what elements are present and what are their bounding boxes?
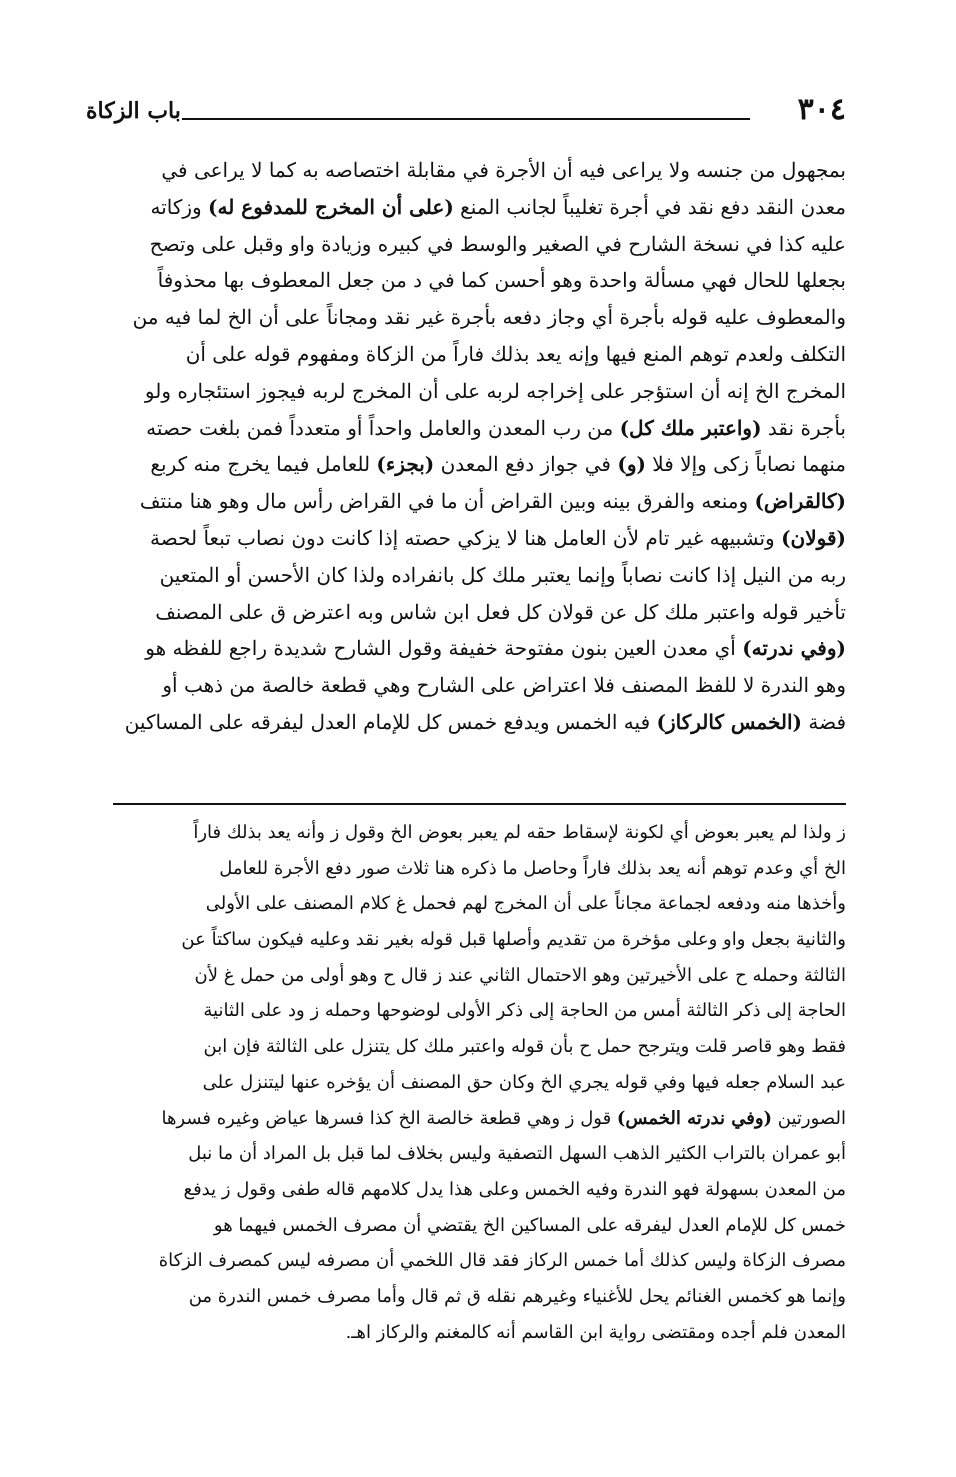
footnote-line: خمس كل للإمام العدل ليفرقه على المساكين الخ يقتضي أن مصرف الخمس فيهما هو bbox=[213, 1214, 846, 1236]
footnote-line: فقط وهو قاصر قلت ويترجح حمل ح بأن قوله واعتبر ملك كل يتنزل على الثالثة فإن ابن bbox=[203, 1036, 846, 1058]
main-text-line: بمجهول من جنسه ولا يراعى فيه أن الأجرة في مقابلة اختصاصه به كما لا يراعى في bbox=[161, 158, 846, 182]
bold-quote: (على أن المخرج للمدفوع له) bbox=[208, 194, 454, 219]
footnote-line: الصورتين (وفي ندرته الخمس) قول ز وهي قطعة خالصة الخ كذا فسرها عياض وغيره فسرها bbox=[161, 1107, 846, 1129]
footnote-line: وأخذها منه ودفعه لجماعة مجاناً على أن المخرج لهم فحمل غ كلام المصنف على الأولى bbox=[205, 893, 846, 915]
main-text-line: عليه كذا في نسخة الشارح في الصغير والوسط في كبيره وزيادة واو وقبل على وتصح bbox=[149, 231, 846, 256]
footnotes-block bbox=[84, 815, 846, 1350]
main-text-line: معدن النقد دفع نقد في أجرة تغليباً لجانب المنع (على أن المخرج للمدفوع له) وزكاته bbox=[150, 194, 846, 219]
footnote-line: ز ولذا لم يعبر بعوض أي لكونة لإسقاط حقه لم يعبر بعوض الخ وقول ز وأنه يعد بذلك فاراً bbox=[193, 822, 846, 843]
main-text-line: فضة (الخمس كالركاز) فيه الخمس ويدفع خمس كل للإمام العدل ليفرقه على المساكين bbox=[124, 709, 846, 734]
main-text-line: بجعلها للحال فهي مسألة واحدة وهو أحسن كما في د من جعل المعطوف بها محذوفاً bbox=[157, 268, 846, 293]
main-text-line: التكلف ولعدم توهم المنع فيها وإنه يعد بذلك فاراً من الزكاة ومفهوم قوله على أن bbox=[185, 341, 846, 366]
bold-quote: (كالقراض) bbox=[754, 489, 846, 514]
footnote-line: وإنما هو كخمس الغنائم يحل للأغنياء وغيرهم نقله ق ثم قال وأما مصرف خمس الندرة من bbox=[188, 1285, 846, 1307]
footnote-line: الثالثة وحمله ح على الأخيرتين وهو الاحتمال الثاني عند ز قال ح وهو أولى من حمل غ لأن bbox=[194, 964, 846, 986]
main-text-line: والمعطوف عليه قوله بأجرة أي وجاز دفعه بأجرة غير نقد ومجاناً على أن الخ لما فيه من bbox=[132, 305, 846, 330]
footnote-line: مصرف الزكاة وليس كذلك أما خمس الركاز فقد قال اللخمي أن مصرفه ليس كمصرف الزكاة bbox=[158, 1250, 846, 1272]
bold-quote: (وفي ندرته الخمس) bbox=[616, 1107, 773, 1129]
footnote-line: الخ أي وعدم توهم أنه يعد بذلك فاراً وحاصل ما ذكره هنا ثلاث صور دفع الأجرة للعامل bbox=[219, 857, 846, 879]
bold-quote: (قولان) bbox=[781, 525, 846, 550]
page-number: ٣٠٤ bbox=[797, 92, 846, 127]
bold-quote: (و) bbox=[617, 452, 646, 477]
main-text-line: ربه من النيل إذا كانت نصاباً وإنما يعتبر ملك كل بانفراده ولذا كان الأحسن أو المتعين bbox=[159, 562, 846, 587]
main-text-line: منهما نصاباً زكى وإلا فلا (و) في جواز دفع المعدن (بجزء) للعامل فيما يخرج منه كربع bbox=[150, 452, 846, 477]
bold-quote: (وفي ندرته) bbox=[742, 636, 846, 661]
footnote-line: والثانية بجعل واو وعلى مؤخرة من تقديم وأصلها قبل قوله بغير نقد وعليه فيكون ساكتاً عن bbox=[181, 929, 846, 951]
main-text-line: (وفي ندرته) أي معدن العين بنون مفتوحة خفيفة وقول الشارح شديدة راجع للفظه هو bbox=[145, 636, 846, 661]
bold-quote: (بجزء) bbox=[376, 452, 435, 477]
footnote-separator bbox=[113, 803, 846, 805]
page-header bbox=[86, 92, 846, 132]
main-text-line: (كالقراض) ومنعه والفرق بينه وبين القراض أن ما في القراض رأس مال وهو هنا منتف bbox=[139, 489, 846, 514]
main-text-line: تأخير قوله واعتبر ملك كل عن قولان كل فعل ابن شاس وبه اعترض ق على المصنف bbox=[155, 599, 846, 624]
footnote-line: أبو عمران بالتراب الكثير الذهب السهل التصفية وليس بخلاف لما قبل بل المراد أن ما نبل bbox=[188, 1143, 846, 1165]
chapter-title: باب الزكاة bbox=[86, 98, 181, 124]
footnote-line: الحاجة إلى ذكر الثالثة أمس من الحاجة إلى ذكر الأولى لوضوحها وحمله ز ود على الثانية bbox=[203, 1000, 846, 1022]
footnote-line: عبد السلام جعله فيها وفي قوله يجري الخ وكان حق المصنف أن يؤخره عنها ليتنزل على bbox=[202, 1071, 846, 1093]
footnote-line: من المعدن بسهولة فهو الندرة وفيه الخمس وعلى هذا يدل كلامهم قاله طفى وقول ز يدفع bbox=[183, 1178, 846, 1200]
main-text-line: (قولان) وتشبيهه غير تام لأن العامل هنا لا يزكي حصته إذا كانت دون نصاب تبعاً لحصة bbox=[150, 525, 846, 550]
main-text-block bbox=[84, 152, 846, 741]
main-text-line: وهو الندرة لا للفظ المصنف فلا اعتراض على الشارح وهي قطعة خالصة من ذهب أو bbox=[162, 673, 846, 698]
footnote-line: المعدن فلم أجده ومقتضى رواية ابن القاسم أنه كالمغنم والركاز اهـ. bbox=[345, 1321, 846, 1343]
header-rule bbox=[182, 118, 750, 120]
bold-quote: (الخمس كالركاز) bbox=[656, 709, 803, 734]
main-text-line: بأجرة نقد (واعتبر ملك كل) من رب المعدن والعامل واحداً أو متعدداً فمن بلغت حصته bbox=[146, 415, 846, 440]
bold-quote: (واعتبر ملك كل) bbox=[619, 415, 762, 440]
main-text-line: المخرج الخ إنه أن استؤجر على إخراجه لربه على أن المخرج لربه فيجوز استئجاره ولو bbox=[144, 378, 846, 403]
